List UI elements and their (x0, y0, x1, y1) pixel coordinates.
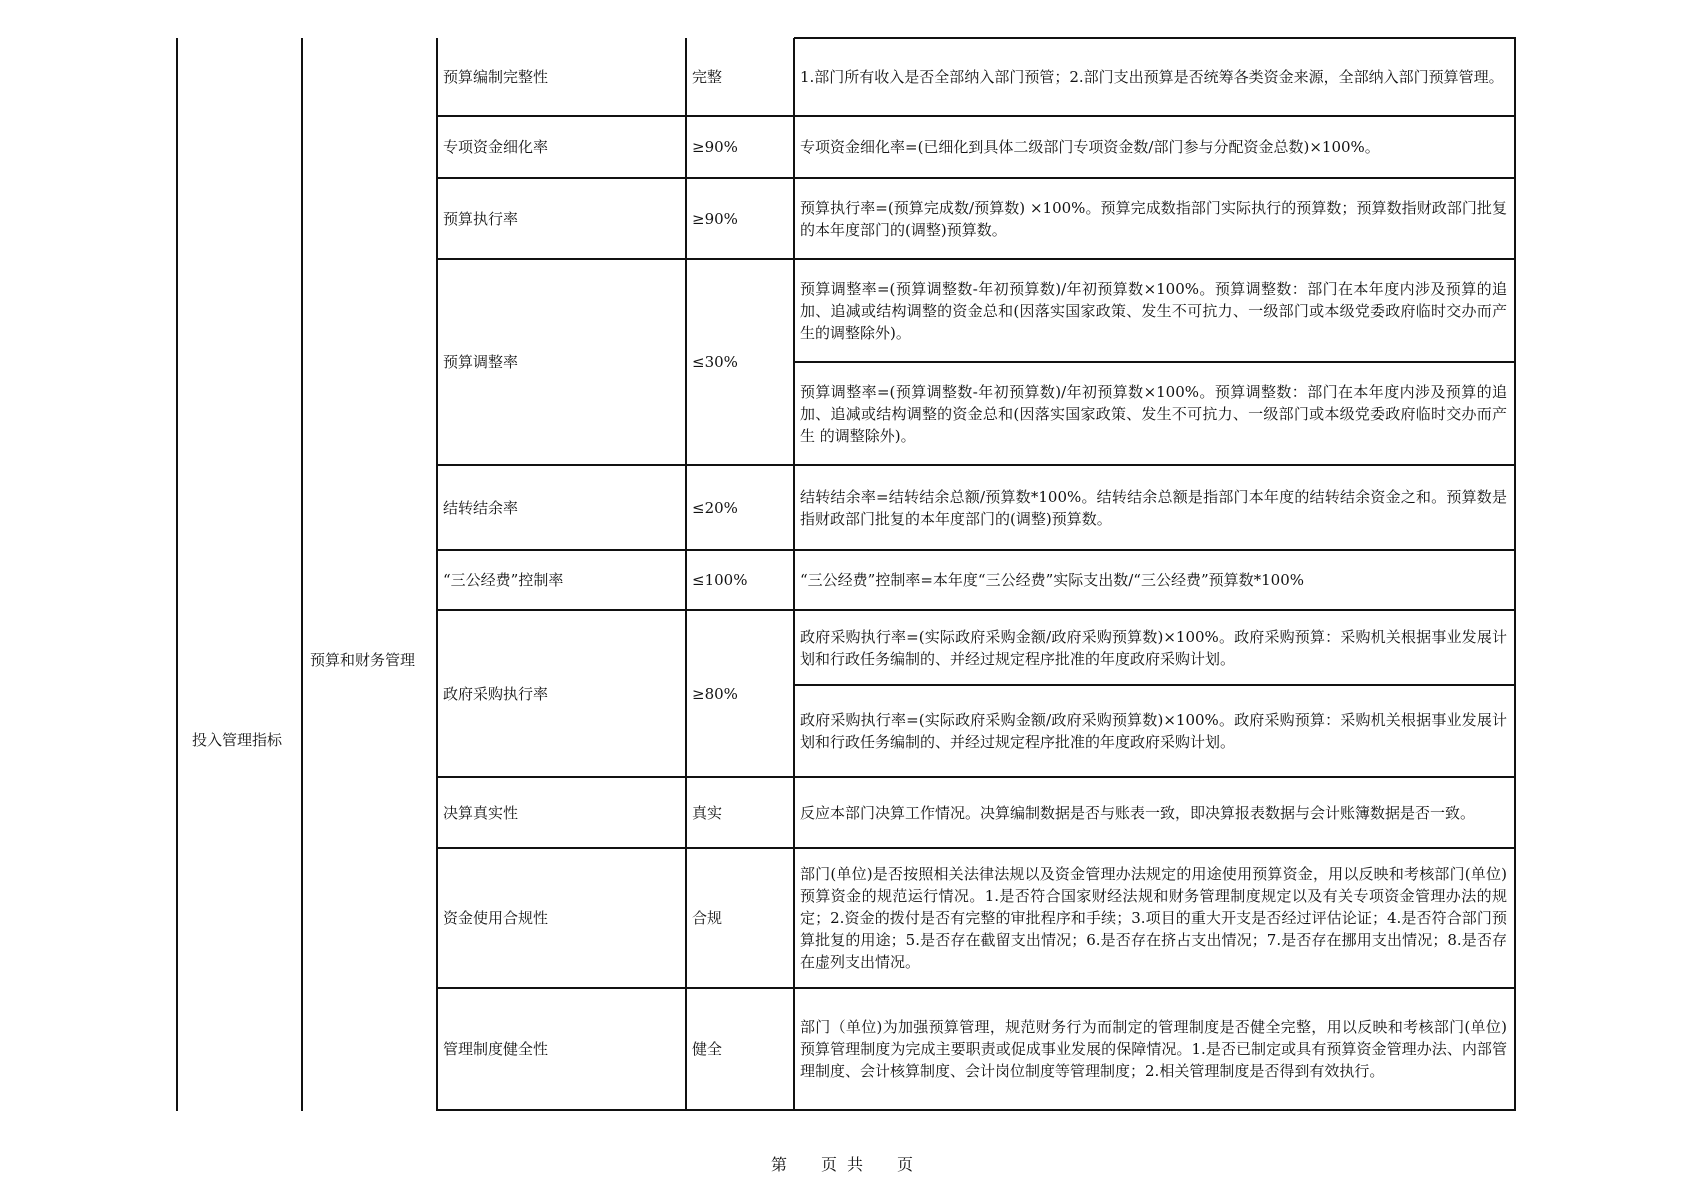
indicator-target: 完整 (692, 68, 723, 86)
indicator-description: 专项资金细化率=(已细化到具体二级部门专项资金数/部门参与分配资金总数)×100%。 (800, 138, 1380, 156)
indicator-description: 预算调整率=(预算调整数-年初预算数)/年初预算数×100%。预算调整数：部门在本年度内涉及预算的追 加、追减或结构调整的资金总和(因落实国家政策、发生不可抗力、一级部门或本级党委政府临时交办而产生 的调整除外)。 (800, 382, 1507, 445)
indicator-description: 反应本部门决算工作情况。决算编制数据是否与账表一致，即决算报表数据与会计账簿数据是否一致。 (800, 803, 1476, 822)
grid-vline-c5 (1514, 38, 1516, 1111)
grid-vline-c2 (436, 38, 438, 1111)
indicator-description: 政府采购执行率=(实际政府采购金额/政府采购预算数)×100%。政府采购预算：采购机关根据事业发展计 划和行政任务编制的、并经过规定程序批准的年度政府采购计划。 (800, 627, 1507, 668)
indicator-description: 1.部门所有收入是否全部纳入部门预管；2.部门支出预算是否统筹各类资金来源，全部纳入部门预算管理。 (800, 68, 1504, 86)
footer-ye2: 页 (897, 1155, 914, 1174)
footer-di: 第 (770, 1155, 787, 1174)
grid-vline-c0 (176, 38, 178, 1111)
indicator-target: ≥90% (692, 209, 738, 228)
indicator-target: ≥80% (692, 684, 738, 703)
indicator-name: 决算真实性 (443, 803, 519, 822)
indicator-target: ≤30% (692, 353, 738, 371)
grid-vline-c1 (301, 38, 303, 1111)
indicator-description: “三公经费”控制率=本年度“三公经费”实际支出数/“三公经费”预算数*100% (800, 571, 1305, 589)
indicator-description: 政府采购执行率=(实际政府采购金额/政府采购预算数)×100%。政府采购预算：采购机关根据事业发展计划和行政任务编制的、并经过规定程序批准的年度政府采购计划。 (800, 711, 1507, 751)
indicator-description: 预算调整率=(预算调整数-年初预算数)/年初预算数×100%。预算调整数：部门在本年度内涉及预算的追加、追减或结构调整的资金总和(因落实国家政策、发生不可抗力、一级部门或本级党委政府临时交办而产生的调整除外)。 (800, 279, 1507, 342)
level2-category-label: 预算和财务管理 (310, 651, 416, 669)
indicator-description: 部门（单位)为加强预算管理，规范财务行为而制定的管理制度是否健全完整，用以反映和考核部门(单位) 预算管理制度为完成主要职责或促成事业发展的保障情况。1.是否已制定或具有预算资金管理办法、内部管理制度、会计核算制度、会计岗位制度等管理制度；2.相关管理制度是否得到有效执行。 (800, 1018, 1507, 1080)
indicator-description: 结转结余率=结转结余总额/预算数*100%。结转结余总额是指部门本年度的结转结余资金之和。预算数是指财政部门批复的本年度部门的(调整)预算数。 (800, 487, 1507, 528)
indicator-target: 健全 (692, 1040, 723, 1058)
grid-vline-c3 (685, 38, 687, 1111)
indicator-name: “三公经费”控制率 (443, 571, 564, 589)
indicator-name: 政府采购执行率 (443, 684, 549, 703)
indicator-target: 合规 (692, 909, 723, 927)
grid-vline-c4 (793, 38, 795, 1111)
indicator-target: ≤20% (692, 498, 738, 517)
indicator-name: 专项资金细化率 (443, 138, 549, 156)
indicator-description: 部门(单位)是否按照相关法律法规以及资金管理办法规定的用途使用预算资金，用以反映和考核部门(单位)预算资金的规范运行情况。1.是否符合国家财经法规和财务管理制度规定以及有关专项资金管理办法的规定；2.资金的拨付是否有完整的审批程序和手续；3.项目的重大开支是否经过评估论证；4.是否符合部门预算批复的用途；5.是否存在截留支出情况；6.是否存在挤占支出情况；7.是否存在挪用支出情况；8.是否存在虚列支出情况。 (800, 865, 1507, 971)
indicator-name: 资金使用合规性 (443, 909, 549, 927)
indicator-description: 预算执行率=(预算完成数/预算数) ×100%。预算完成数指部门实际执行的预算数；预算数指财政部门批复的本年度部门的(调整)预算数。 (800, 198, 1507, 239)
footer-ye1: 页 (820, 1155, 837, 1174)
page-footer (0, 1152, 1684, 1178)
indicator-name: 结转结余率 (443, 498, 519, 517)
indicator-name: 预算执行率 (443, 209, 519, 228)
indicator-target: 真实 (692, 803, 723, 822)
indicator-target: ≤100% (692, 571, 748, 589)
indicator-name: 预算调整率 (443, 353, 519, 371)
indicator-target: ≥90% (692, 138, 738, 156)
indicator-name: 预算编制完整性 (443, 68, 549, 86)
level1-category-label: 投入管理指标 (192, 731, 283, 749)
footer-gong: 共 (847, 1155, 864, 1174)
indicator-name: 管理制度健全性 (443, 1040, 549, 1058)
